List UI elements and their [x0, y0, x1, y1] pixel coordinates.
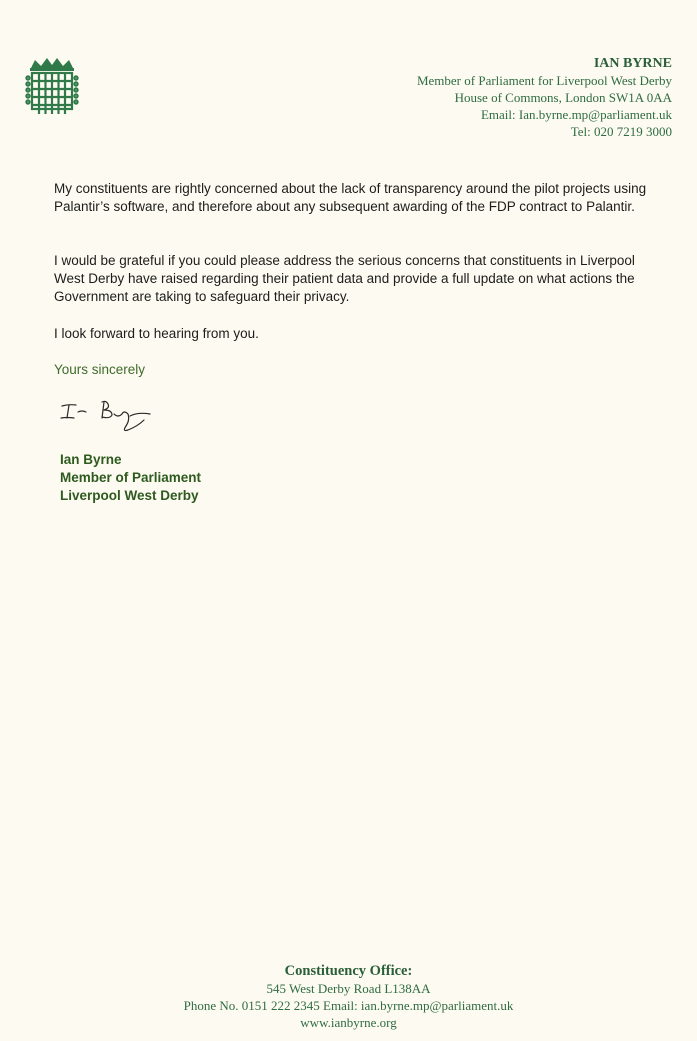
letter-paragraph-3: I look forward to hearing from you.	[54, 326, 259, 341]
mp-address: House of Commons, London SW1A 0AA	[454, 90, 672, 105]
mp-name: IAN BYRNE	[593, 56, 672, 71]
closing-salutation: Yours sincerely	[54, 362, 146, 377]
letter-paragraph-2: I would be grateful if you could please address the serious concerns that constituents in Liverpool West Derby have raised regarding their patient data and provide a full update on what actions the Government are taking to safeguard their privacy.	[54, 253, 635, 304]
mp-email: Email: Ian.byrne.mp@parliament.uk	[480, 107, 672, 122]
signatory-title: Member of Parliament	[60, 470, 202, 485]
footer-office-title: Constituency Office:	[284, 963, 413, 979]
footer	[0, 963, 697, 1031]
portcullis-logo-icon	[25, 56, 79, 118]
footer-contact: Phone No. 0151 222 2345 Email: ian.byrne.mp@parliament.uk	[183, 998, 514, 1013]
signature-image	[58, 396, 158, 436]
mp-tel: Tel: 020 7219 3000	[570, 124, 672, 139]
letter-paragraph-1: My constituents are rightly concerned about the lack of transparency around the pilot projects using Palantir’s software, and therefore about any subsequent awarding of the FDP contract to Palantir.	[54, 181, 647, 214]
signature-block	[60, 451, 201, 505]
footer-address: 545 West Derby Road L138AA	[266, 981, 431, 996]
mp-role: Member of Parliament for Liverpool West Derby	[416, 73, 672, 88]
signatory-name: Ian Byrne	[60, 452, 122, 467]
footer-website: www.ianbyrne.org	[300, 1015, 397, 1030]
signatory-constituency: Liverpool West Derby	[60, 488, 199, 503]
letterhead	[417, 55, 672, 140]
